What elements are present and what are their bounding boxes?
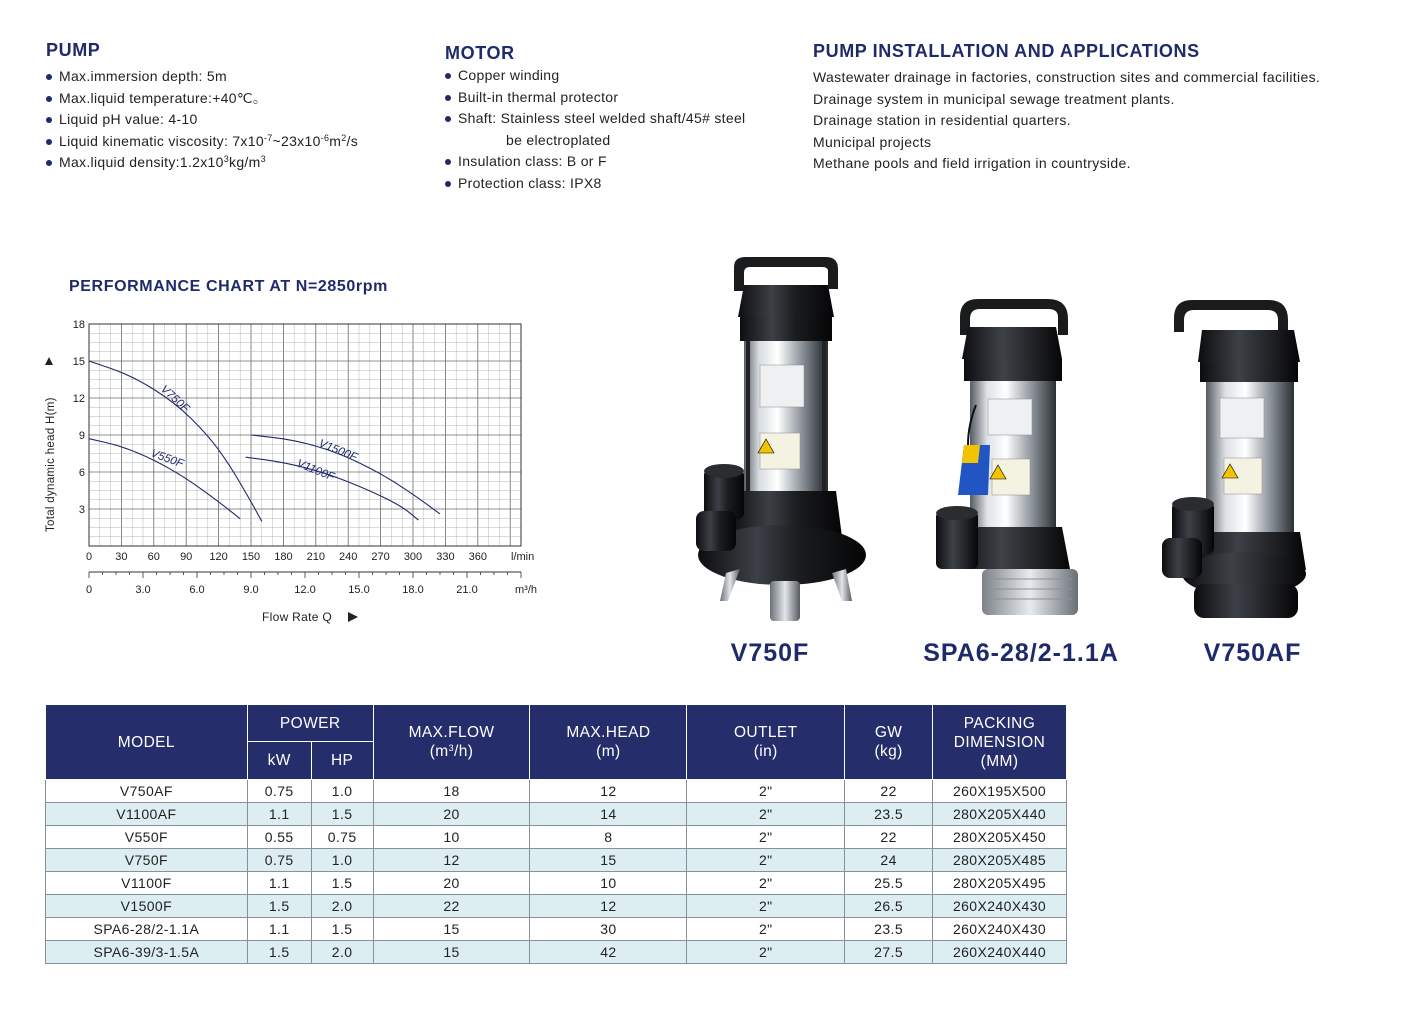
motor-spec-item: Shaft: Stainless steel welded shaft/45# steel bbox=[445, 108, 745, 130]
series-label-v750f: V750F bbox=[157, 383, 192, 415]
cell-model: V1500F bbox=[46, 895, 248, 918]
y-axis-arrow-icon bbox=[45, 357, 53, 365]
applications-section-title: PUMP INSTALLATION AND APPLICATIONS bbox=[813, 41, 1200, 61]
bullet-icon bbox=[46, 74, 52, 80]
cell-model: V750AF bbox=[46, 780, 248, 803]
bullet-icon bbox=[46, 160, 52, 166]
cell-hp: 1.5 bbox=[311, 803, 373, 826]
application-item: Methane pools and field irrigation in countryside. bbox=[813, 155, 1131, 171]
cell-kw: 0.75 bbox=[247, 780, 311, 803]
product-label-v750f: V750F bbox=[730, 639, 810, 667]
cell-packing: 280X205X440 bbox=[933, 803, 1067, 826]
cell-max-flow: 10 bbox=[373, 826, 530, 849]
performance-chart bbox=[0, 300, 560, 640]
x-tick-label-m3h: 6.0 bbox=[189, 584, 205, 596]
col-header-hp: HP bbox=[311, 742, 373, 780]
curve-v1100f bbox=[246, 457, 419, 520]
cell-hp: 2.0 bbox=[311, 895, 373, 918]
product-label-spa6-28-2-1-1a: SPA6-28/2-1.1A bbox=[923, 639, 1119, 667]
cell-packing: 280X205X485 bbox=[933, 849, 1067, 872]
bullet-icon bbox=[445, 73, 451, 79]
cell-model: V1100AF bbox=[46, 803, 248, 826]
cell-max-head: 30 bbox=[530, 918, 687, 941]
col-header-gw: GW (kg) bbox=[845, 705, 933, 780]
cell-outlet: 2" bbox=[687, 872, 845, 895]
cell-gw: 22 bbox=[845, 826, 933, 849]
cell-outlet: 2" bbox=[687, 895, 845, 918]
cell-kw: 1.1 bbox=[247, 872, 311, 895]
cell-max-flow: 20 bbox=[373, 803, 530, 826]
x-tick-label-m3h: 15.0 bbox=[348, 584, 370, 596]
chart-grid bbox=[89, 324, 521, 546]
x-tick-label-m3h: 21.0 bbox=[456, 584, 478, 596]
x-tick-label-lmin: 90 bbox=[180, 551, 193, 563]
y-tick-label: 12 bbox=[72, 393, 85, 405]
x-tick-label-m3h: 0 bbox=[85, 584, 93, 596]
cell-packing: 260X195X500 bbox=[933, 780, 1067, 803]
x-tick-label-m3h: 18.0 bbox=[402, 584, 424, 596]
col-header-max-head: MAX.HEAD (m) bbox=[530, 705, 687, 780]
y-tick-label: 3 bbox=[78, 504, 85, 516]
cell-max-flow: 22 bbox=[373, 895, 530, 918]
cell-packing: 280X205X495 bbox=[933, 872, 1067, 895]
x-tick-label-lmin: 120 bbox=[209, 551, 228, 563]
table-row bbox=[46, 849, 1067, 872]
col-header-max-flow: MAX.FLOW $(m^3/h)$ bbox=[373, 705, 530, 780]
cell-max-head: 42 bbox=[530, 941, 687, 964]
cell-hp: 1.0 bbox=[311, 780, 373, 803]
cell-gw: 26.5 bbox=[845, 895, 933, 918]
cell-outlet: 2" bbox=[687, 803, 845, 826]
application-item: Drainage station in residential quarters. bbox=[813, 112, 1071, 128]
y-tick-label: 6 bbox=[78, 467, 85, 479]
pump-spec-item: Max.immersion depth: 5m bbox=[46, 66, 358, 88]
table-row bbox=[46, 918, 1067, 941]
motor-spec-item: Copper winding bbox=[445, 65, 745, 87]
x-tick-label-m3h: 12.0 bbox=[294, 584, 316, 596]
applications-list bbox=[813, 67, 1320, 175]
application-item: Drainage system in municipal sewage treatment plants. bbox=[813, 90, 1175, 107]
motor-section-title: MOTOR bbox=[445, 43, 515, 63]
col-header-packing-dimension: PACKING DIMENSION (MM) bbox=[933, 705, 1067, 780]
x-tick-label-lmin: 210 bbox=[306, 551, 325, 563]
cell-hp: 1.0 bbox=[311, 849, 373, 872]
col-header-power: POWER bbox=[247, 705, 373, 742]
cell-packing: 260X240X430 bbox=[933, 895, 1067, 918]
cell-hp: 1.5 bbox=[311, 918, 373, 941]
pump-spec-item: Max.liquid temperature:+40℃。 bbox=[46, 88, 358, 110]
cell-hp: 0.75 bbox=[311, 826, 373, 849]
x-axis-arrow-icon bbox=[348, 612, 358, 622]
x-tick-label-lmin: 360 bbox=[468, 551, 487, 563]
bullet-icon bbox=[445, 181, 451, 187]
cell-kw: 1.1 bbox=[247, 803, 311, 826]
cell-outlet: 2" bbox=[687, 826, 845, 849]
series-label-v1100f: V1100F bbox=[294, 457, 336, 484]
cell-max-head: 15 bbox=[530, 849, 687, 872]
application-item: Municipal projects bbox=[813, 133, 932, 150]
bullet-icon bbox=[46, 139, 52, 145]
y-tick-label: 9 bbox=[78, 430, 85, 442]
bullet-icon bbox=[445, 95, 451, 101]
cell-max-flow: 15 bbox=[373, 918, 530, 941]
x-unit-lmin: l/min bbox=[511, 551, 535, 563]
cell-kw: 0.75 bbox=[247, 849, 311, 872]
cell-packing: 260X240X430 bbox=[933, 918, 1067, 941]
table-row bbox=[46, 803, 1067, 826]
y-axis-label: Total dynamic head H(m) bbox=[45, 397, 57, 532]
table-row bbox=[46, 780, 1067, 803]
x-unit-m3h: m³/h bbox=[515, 584, 537, 596]
pump-image-spa6-28-2-1-1a bbox=[928, 295, 1088, 625]
cell-kw: 1.5 bbox=[247, 941, 311, 964]
pump-section-title: PUMP bbox=[46, 40, 101, 60]
cell-max-head: 14 bbox=[530, 803, 687, 826]
table-row bbox=[46, 872, 1067, 895]
cell-kw: 1.1 bbox=[247, 918, 311, 941]
motor-spec-list bbox=[445, 65, 745, 194]
cell-gw: 23.5 bbox=[845, 918, 933, 941]
bullet-icon bbox=[445, 159, 451, 165]
cell-max-flow: 15 bbox=[373, 941, 530, 964]
cell-max-head: 10 bbox=[530, 872, 687, 895]
col-header-outlet: OUTLET (in) bbox=[687, 705, 845, 780]
cell-model: SPA6-39/3-1.5A bbox=[46, 941, 248, 964]
cell-outlet: 2" bbox=[687, 849, 845, 872]
chart-title: PERFORMANCE CHART AT N=2850rpm bbox=[69, 278, 388, 295]
col-header-model: MODEL bbox=[46, 705, 248, 780]
cell-max-head: 12 bbox=[530, 780, 687, 803]
cell-gw: 24 bbox=[845, 849, 933, 872]
chart-curves bbox=[89, 361, 440, 521]
motor-spec-item: Insulation class: B or F bbox=[445, 151, 745, 173]
series-label-v1500f: V1500F bbox=[316, 437, 359, 464]
pump-spec-item: Max.liquid $density:1.2x10^3kg/m^3$ bbox=[46, 152, 358, 174]
specification-table bbox=[45, 704, 1067, 964]
x-tick-label-lmin: 270 bbox=[371, 551, 390, 563]
cell-max-head: 12 bbox=[530, 895, 687, 918]
cell-gw: 27.5 bbox=[845, 941, 933, 964]
col-header-kw: kW bbox=[247, 742, 311, 780]
cell-outlet: 2" bbox=[687, 780, 845, 803]
x-tick-label-lmin: 240 bbox=[339, 551, 358, 563]
y-tick-label: 18 bbox=[72, 319, 85, 331]
table-row bbox=[46, 895, 1067, 918]
bullet-icon bbox=[46, 96, 52, 102]
pump-image-v750af bbox=[1158, 298, 1308, 620]
pump-spec-list bbox=[46, 66, 358, 174]
x-tick-label-lmin: 30 bbox=[115, 551, 128, 563]
cell-outlet: 2" bbox=[687, 918, 845, 941]
x-tick-label-lmin: 0 bbox=[85, 551, 93, 563]
cell-hp: 1.5 bbox=[311, 872, 373, 895]
pump-spec-item: Liquid pH value: 4-10 bbox=[46, 109, 358, 131]
x-tick-label-lmin: 150 bbox=[241, 551, 261, 563]
cell-max-flow: 12 bbox=[373, 849, 530, 872]
pump-image-v750f bbox=[686, 255, 866, 625]
cell-max-flow: 20 bbox=[373, 872, 530, 895]
x-tick-label-lmin: 300 bbox=[403, 551, 423, 563]
cell-model: SPA6-28/2-1.1A bbox=[46, 918, 248, 941]
cell-gw: 23.5 bbox=[845, 803, 933, 826]
x-axis-label: Flow Rate Q bbox=[262, 610, 332, 624]
motor-spec-item: Built-in thermal protector bbox=[445, 87, 745, 109]
table-row bbox=[46, 941, 1067, 964]
motor-spec-item: Protection class: IPX8 bbox=[445, 173, 745, 195]
table-row bbox=[46, 826, 1067, 849]
cell-kw: 1.5 bbox=[247, 895, 311, 918]
pump-spec-item: Liquid kinematic viscosity: $7x10^{-7}\sim 23x10^{-6}m^2/s$ bbox=[46, 131, 358, 153]
x-tick-label-m3h: 3.0 bbox=[135, 584, 151, 596]
bullet-icon bbox=[46, 117, 52, 123]
application-item: Wastewater drainage in factories, construction sites and commercial facilities. bbox=[813, 69, 1321, 85]
y-tick-label: 15 bbox=[72, 356, 85, 368]
cell-packing: 280X205X450 bbox=[933, 826, 1067, 849]
series-label-v550f: V550F bbox=[148, 447, 185, 471]
cell-gw: 22 bbox=[845, 780, 933, 803]
cell-outlet: 2" bbox=[687, 941, 845, 964]
bullet-icon bbox=[445, 116, 451, 122]
cell-model: V750F bbox=[46, 849, 248, 872]
cell-packing: 260X240X440 bbox=[933, 941, 1067, 964]
x-tick-label-lmin: 180 bbox=[274, 551, 293, 563]
x-tick-label-lmin: 60 bbox=[147, 551, 160, 563]
cell-hp: 2.0 bbox=[311, 941, 373, 964]
cell-gw: 25.5 bbox=[845, 872, 933, 895]
cell-model: V1100F bbox=[46, 872, 248, 895]
motor-spec-item-continued: be electroplated bbox=[506, 131, 611, 148]
cell-max-flow: 18 bbox=[373, 780, 530, 803]
x-tick-label-m3h: 9.0 bbox=[243, 584, 259, 596]
cell-model: V550F bbox=[46, 826, 248, 849]
cell-max-head: 8 bbox=[530, 826, 687, 849]
product-label-v750af: V750AF bbox=[1203, 639, 1302, 667]
chart-axes bbox=[73, 319, 521, 596]
x-tick-label-lmin: 330 bbox=[436, 551, 455, 563]
cell-kw: 0.55 bbox=[247, 826, 311, 849]
